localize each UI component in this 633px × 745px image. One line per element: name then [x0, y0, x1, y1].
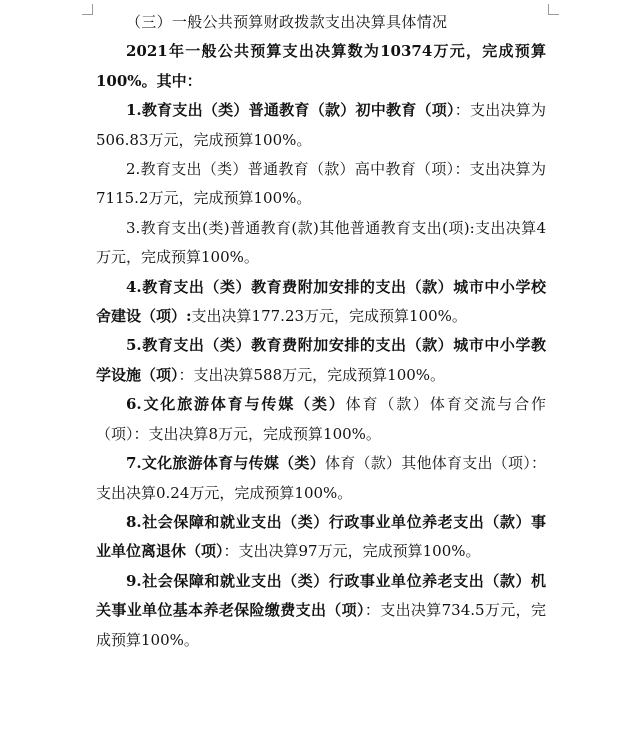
- item-heading: 3.教育支出(类)普通教育(款)其他普通教育支出(项):: [126, 218, 475, 237]
- document-body: [96, 8, 546, 655]
- item-detail: ：支出决算97万元，完成预算100%。: [223, 542, 481, 561]
- list-item: [96, 390, 546, 449]
- item-detail: ：支出决算为506.83万元，完成预算100%。: [96, 101, 546, 149]
- item-heading: 6.文化旅游体育与传媒（类）: [126, 395, 346, 414]
- list-item: [96, 155, 546, 214]
- list-item: [96, 508, 546, 567]
- item-detail: 支出决算177.23万元，完成预算100%。: [191, 307, 467, 326]
- list-item: [96, 331, 546, 390]
- item-heading: 1.教育支出（类）普通教育（款）初中教育（项）: [126, 101, 455, 120]
- item-heading: 4.教育支出（类）教育费附加安排的支出（款）城市中小学校舍建设（项）:: [96, 277, 546, 326]
- list-item: [96, 96, 546, 155]
- item-detail: 支出决算4万元，完成预算100%。: [96, 218, 546, 267]
- section-title-text: （三）一般公共预算财政拨款支出决算具体情况: [126, 13, 448, 31]
- item-detail: ：支出决算734.5万元，完成预算100%。: [96, 601, 546, 649]
- item-detail: 体育（款）体育交流与合作（项）：支出决算8万元，完成预算100%。: [96, 395, 546, 443]
- item-heading: 5.教育支出（类）教育费附加安排的支出（款）城市中小学教学设施（项）: [96, 336, 546, 384]
- margin-corner-mark-left: [82, 4, 93, 15]
- list-item: [96, 214, 546, 273]
- item-detail: 体育（款）其他体育支出（项）：支出决算0.24万元，完成预算100%。: [96, 454, 546, 502]
- list-item: [96, 567, 546, 655]
- intro-paragraph: [96, 37, 546, 96]
- list-item: [96, 273, 546, 332]
- item-detail: ：支出决算588万元，完成预算100%。: [178, 365, 446, 384]
- item-heading: 7.文化旅游体育与传媒（类）: [126, 454, 325, 473]
- item-detail: ：支出决算为7115.2万元，完成预算100%。: [96, 160, 546, 208]
- intro-text: 2021年一般公共预算支出决算数为10374万元，完成预算100%。其中：: [96, 42, 546, 90]
- item-heading: 8.社会保障和就业支出（类）行政事业单位养老支出（款）事业单位离退休（项）: [96, 512, 546, 561]
- item-heading: 9.社会保障和就业支出（类）行政事业单位养老支出（款）机关事业单位基本养老保险缴费支出（项）: [96, 571, 546, 620]
- item-heading: 2.教育支出（类）普通教育（款）高中教育（项）: [126, 160, 455, 179]
- list-item: [96, 449, 546, 508]
- section-title: [96, 8, 546, 37]
- margin-corner-mark-right: [548, 4, 559, 15]
